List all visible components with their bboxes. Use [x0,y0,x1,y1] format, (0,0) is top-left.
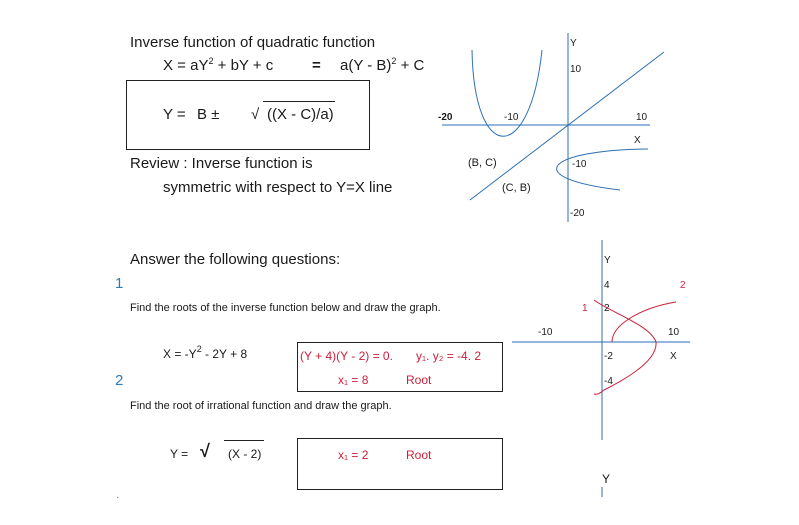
question-3-number-partial: · [116,492,120,503]
section-title: Inverse function of quadratic function [130,34,376,51]
q2-x1: x₁ = 2 [338,448,369,462]
equals-sign: = [312,57,321,74]
quadratic-equation-rhs: a(Y - B)$^2$ + C [340,56,425,74]
graph1-point-bc: (B, C) [468,157,497,169]
graph2-tick-x-10: -10 [538,327,553,338]
question-2-text: Find the root of irrational function and draw the graph. [130,400,392,412]
question-2-number: 2 [115,372,124,389]
question-1-equation: $X = -Y^2 - 2Y + 8$ [163,344,248,361]
graph2-curve-label-1: 1 [582,303,588,314]
formula-y: Y = [163,106,186,123]
question-1-number: 1 [115,275,124,292]
questions-heading: Answer the following questions: [130,251,341,268]
graph1-point-cb: (C, B) [502,182,531,194]
review-line-1: Review : Inverse function is [130,155,313,172]
quadratic-equation-lhs: $X = aY^2$ + bY + c [163,56,274,74]
graph1-tick-x-20: -20 [438,112,453,123]
q2-root-label: Root [406,448,432,462]
q2-eq-y: Y = [170,447,189,461]
question-1-text: Find the roots of the inverse function below and draw the graph. [130,302,441,314]
formula-b-plusminus: B ± [197,106,220,123]
graph2-tick-neg4: -4 [604,376,613,387]
graph1-tick-x10: 10 [636,112,648,123]
graph2-tick-2: 2 [604,303,610,314]
graph2-tick-4: 4 [604,280,610,291]
review-line-2: symmetric with respect to Y=X line [163,179,393,196]
q1-x1: x₁ = 8 [338,373,369,387]
graph3-y-label: Y [602,472,611,486]
q2-sqrt-symbol: √ [200,441,210,461]
graph2-x-label: X [670,351,677,362]
graph2-y-label: Y [604,255,611,266]
graph2-tick-neg2: -2 [604,351,613,362]
graph2-curve-label-2: 2 [680,280,686,291]
sqrt-symbol: √ [251,106,260,123]
q2-radicand: (X - 2) [228,447,262,461]
q1-y-values: y₁. y₂ = -4. 2 [416,349,482,363]
q1-root-label: Root [406,373,432,387]
graph1-tick-x-10: -10 [504,112,519,123]
graph1-tick-y-20: -20 [570,208,585,219]
graph1-tick-y10: 10 [570,64,582,75]
graph1-y-label: Y [570,38,577,49]
formula-radicand: ((X - C)/a) [267,106,334,123]
graph1-x-label: X [634,135,641,146]
q1-factored: (Y + 4)(Y - 2) = 0. [300,349,393,363]
graph2-tick-x10: 10 [668,327,680,338]
graph1-tick-y-10: -10 [572,159,587,170]
